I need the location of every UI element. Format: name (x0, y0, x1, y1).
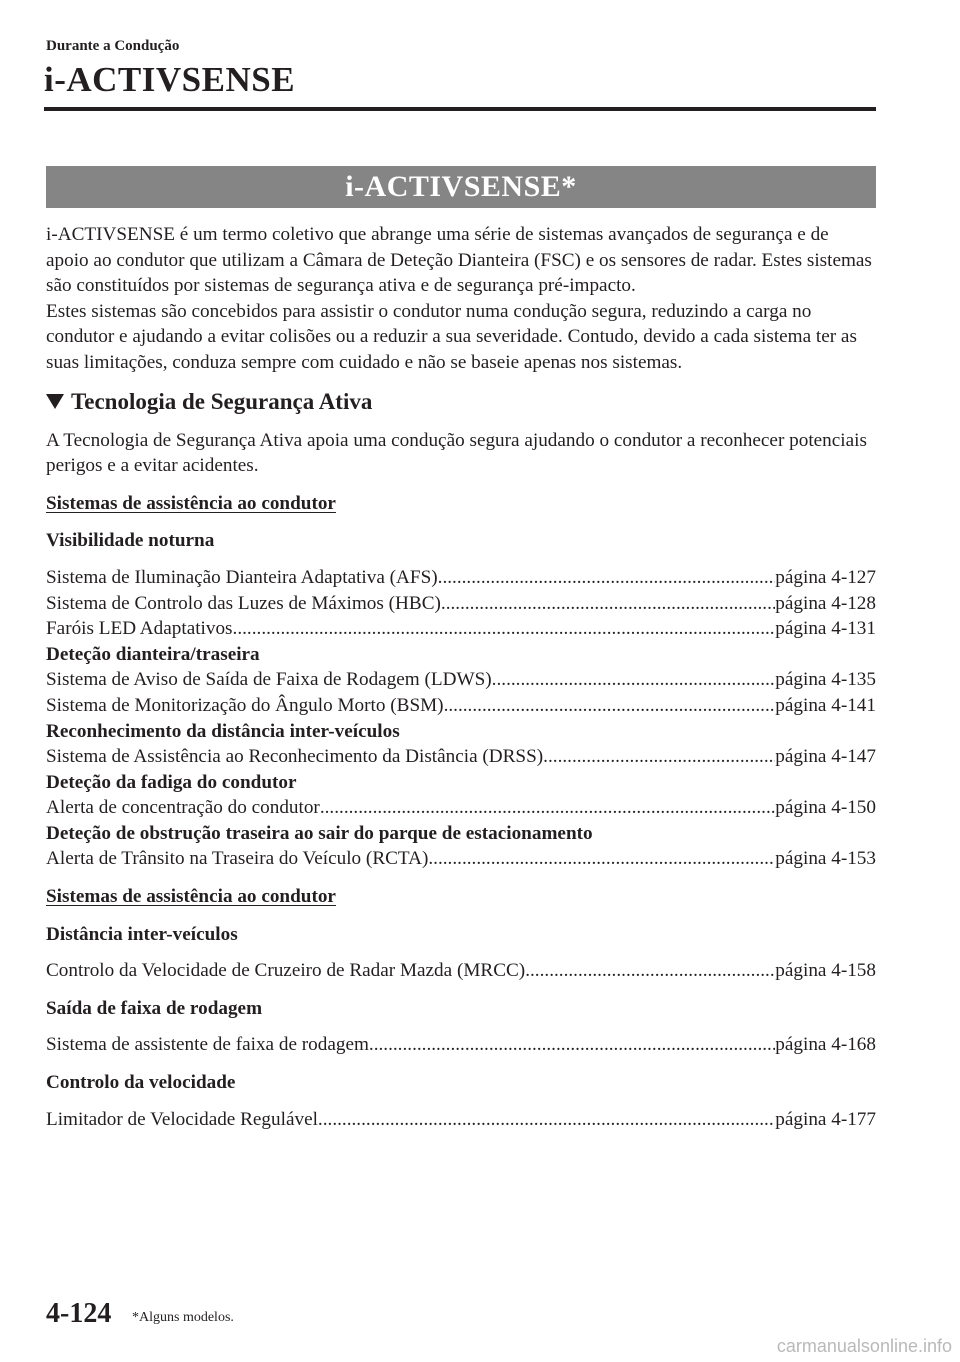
group-title: Deteção dianteira/traseira (46, 643, 260, 665)
toc-leader-dots (233, 616, 776, 642)
toc-entry[interactable] (46, 795, 876, 821)
section-heading-text: Tecnologia de Segurança Ativa (71, 388, 373, 414)
toc-entry-name: Sistema de Assistência ao Reconhecimento da Distância (DRSS) (46, 746, 544, 768)
toc-entry-name: Alerta de concentração do condutor (46, 797, 320, 819)
toc-entry[interactable] (46, 744, 876, 770)
subsection-title: Sistemas de assistência ao condutor (46, 492, 336, 514)
toc-entry[interactable] (46, 958, 876, 984)
toc-entry-name: Faróis LED Adaptativos (46, 618, 233, 640)
group-title: Saída de faixa de rodagem (46, 997, 263, 1019)
toc-leader-dots (320, 795, 775, 821)
toc-entry-page: página 4-128 (775, 592, 876, 614)
group-title: Controlo da velocidade (46, 1072, 236, 1094)
chapter-title: i-ACTIVSENSE (44, 60, 296, 99)
toc-entry-page: página 4-158 (775, 960, 876, 982)
toc-entry-name: Sistema de Iluminação Dianteira Adaptativa (AFS) (46, 566, 438, 588)
toc-entry-name: Sistema de Controlo das Luzes de Máximos (HBC) (46, 592, 441, 614)
toc-leader-dots (428, 846, 775, 872)
running-head: Durante a Condução (46, 38, 180, 54)
toc-leader-dots (369, 1032, 775, 1058)
toc-leader-dots (438, 565, 776, 591)
toc-entry-page: página 4-127 (775, 566, 876, 588)
toc-entry[interactable] (46, 565, 876, 591)
toc-leader-dots (525, 958, 775, 984)
toc-entry-name: Limitador de Velocidade Regulável (46, 1108, 318, 1130)
group-title: Distância inter-veículos (46, 923, 238, 945)
toc-entry-name: Controlo da Velocidade de Cruzeiro de Radar Mazda (MRCC) (46, 960, 526, 982)
page-content (46, 222, 876, 1132)
toc-entry-page: página 4-168 (775, 1034, 876, 1056)
triangle-bullet-icon (46, 394, 64, 409)
toc-entry[interactable] (46, 693, 876, 719)
toc-leader-dots (318, 1107, 775, 1133)
toc-entry[interactable] (46, 667, 876, 693)
header-rule (44, 107, 876, 111)
page-number: 4-124 (46, 1298, 112, 1329)
section-paragraph: A Tecnologia de Segurança Ativa apoia uma condução segura ajudando o condutor a reconhecer potenciais perigos e a evitar acidentes. (46, 429, 867, 477)
group-title: Reconhecimento da distância inter-veículos (46, 720, 400, 742)
toc-entry[interactable] (46, 1107, 876, 1133)
banner-title: i-ACTIVSENSE* (345, 170, 577, 203)
group-title: Deteção da fadiga do condutor (46, 771, 297, 793)
section-heading (46, 387, 876, 417)
toc-entry-name: Sistema de Monitorização do Ângulo Morto (BSM) (46, 694, 444, 716)
toc-entry-page: página 4-141 (775, 694, 876, 716)
toc-entry[interactable] (46, 846, 876, 872)
toc-leader-dots (444, 693, 776, 719)
toc-entry-page: página 4-147 (775, 746, 876, 768)
toc-entry-page: página 4-135 (775, 669, 876, 691)
toc-entry[interactable] (46, 1032, 876, 1058)
toc-entry-name: Sistema de Aviso de Saída de Faixa de Rodagem (LDWS) (46, 669, 492, 691)
toc-entry-page: página 4-153 (775, 848, 876, 870)
subsection-title: Sistemas de assistência ao condutor (46, 886, 336, 908)
watermark: carmanualsonline.info (776, 1336, 952, 1356)
intro-paragraph: Estes sistemas são concebidos para assistir o condutor numa condução segura, reduzindo a carga no condutor e ajudando a evitar colisões ou a reduzir a sua severidade. Contudo, devido a cada sistema ter as suas limitações, conduza sempre com cuidado e não se baseie apenas nos sistemas. (46, 300, 857, 373)
toc-leader-dots (441, 591, 775, 617)
toc-entry-page: página 4-150 (775, 797, 876, 819)
group-title: Deteção de obstrução traseira ao sair do parque de estacionamento (46, 822, 593, 844)
toc-entry-name: Sistema de assistente de faixa de rodagem (46, 1034, 369, 1056)
section-banner (46, 166, 876, 208)
group-title: Visibilidade noturna (46, 530, 215, 552)
toc-entry[interactable] (46, 591, 876, 617)
toc-leader-dots (543, 744, 775, 770)
toc-entry[interactable] (46, 616, 876, 642)
toc-leader-dots (492, 667, 776, 693)
toc-entry-page: página 4-177 (775, 1108, 876, 1130)
toc-entry-name: Alerta de Trânsito na Traseira do Veículo (RCTA) (46, 848, 429, 870)
toc-entry-page: página 4-131 (775, 618, 876, 640)
footnote: *Alguns modelos. (132, 1310, 234, 1325)
intro-paragraph: i-ACTIVSENSE é um termo coletivo que abrange uma série de sistemas avançados de segurança e de apoio ao condutor que utilizam a Câmara de Deteção Dianteira (FSC) e os sensores de radar. Estes sistemas são constituídos por sistemas de segurança ativa e de segurança pré-impacto. (46, 224, 872, 297)
